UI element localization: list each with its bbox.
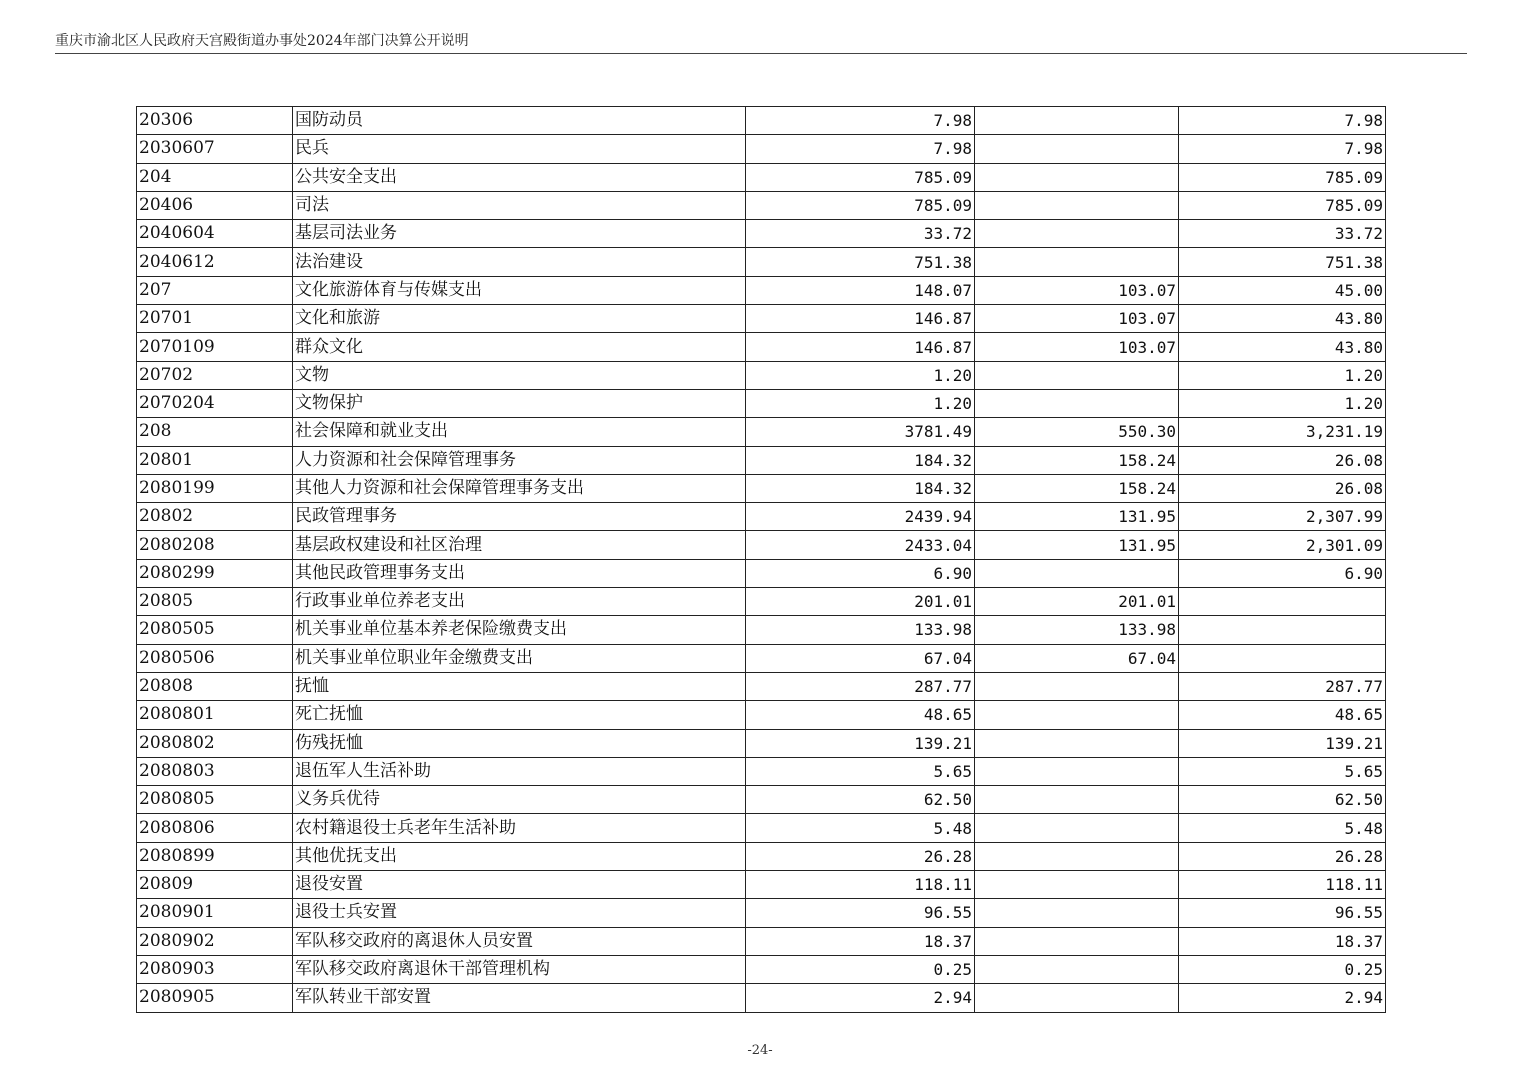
subject-name-cell: 退役安置 <box>293 871 746 899</box>
total-amount-cell: 785.09 <box>746 163 975 191</box>
basic-expenditure-cell <box>975 842 1179 870</box>
total-amount-cell: 184.32 <box>746 446 975 474</box>
subject-name-cell: 基层政权建设和社区治理 <box>293 531 746 559</box>
project-expenditure-cell: 3,231.19 <box>1179 418 1386 446</box>
subject-name-cell: 司法 <box>293 191 746 219</box>
basic-expenditure-cell <box>975 927 1179 955</box>
table-row <box>137 389 1386 417</box>
basic-expenditure-cell: 158.24 <box>975 474 1179 502</box>
basic-expenditure-cell <box>975 672 1179 700</box>
subject-name-cell: 基层司法业务 <box>293 220 746 248</box>
subject-code-cell: 2080803 <box>137 757 293 785</box>
subject-code-cell: 207 <box>137 276 293 304</box>
subject-code-cell: 2070204 <box>137 389 293 417</box>
table-row <box>137 672 1386 700</box>
table-row <box>137 135 1386 163</box>
table-row <box>137 474 1386 502</box>
basic-expenditure-cell <box>975 701 1179 729</box>
project-expenditure-cell: 26.08 <box>1179 446 1386 474</box>
subject-name-cell: 军队转业干部安置 <box>293 984 746 1012</box>
total-amount-cell: 1.20 <box>746 361 975 389</box>
table-row <box>137 276 1386 304</box>
project-expenditure-cell: 43.80 <box>1179 305 1386 333</box>
subject-name-cell: 死亡抚恤 <box>293 701 746 729</box>
subject-code-cell: 2030607 <box>137 135 293 163</box>
total-amount-cell: 5.48 <box>746 814 975 842</box>
subject-name-cell: 行政事业单位养老支出 <box>293 588 746 616</box>
subject-name-cell: 社会保障和就业支出 <box>293 418 746 446</box>
basic-expenditure-cell <box>975 814 1179 842</box>
subject-name-cell: 公共安全支出 <box>293 163 746 191</box>
basic-expenditure-cell <box>975 871 1179 899</box>
subject-code-cell: 20306 <box>137 107 293 135</box>
page-number: -24- <box>747 1043 773 1058</box>
table-row <box>137 446 1386 474</box>
table-row <box>137 588 1386 616</box>
total-amount-cell: 148.07 <box>746 276 975 304</box>
subject-name-cell: 民兵 <box>293 135 746 163</box>
project-expenditure-cell: 33.72 <box>1179 220 1386 248</box>
project-expenditure-cell <box>1179 616 1386 644</box>
project-expenditure-cell: 785.09 <box>1179 191 1386 219</box>
subject-name-cell: 军队移交政府离退休干部管理机构 <box>293 955 746 983</box>
total-amount-cell: 184.32 <box>746 474 975 502</box>
basic-expenditure-cell: 131.95 <box>975 531 1179 559</box>
table-row <box>137 361 1386 389</box>
total-amount-cell: 26.28 <box>746 842 975 870</box>
table-row <box>137 503 1386 531</box>
expenditure-table <box>136 106 1386 1013</box>
basic-expenditure-cell: 131.95 <box>975 503 1179 531</box>
table-row <box>137 163 1386 191</box>
subject-name-cell: 文物 <box>293 361 746 389</box>
total-amount-cell: 751.38 <box>746 248 975 276</box>
project-expenditure-cell: 18.37 <box>1179 927 1386 955</box>
total-amount-cell: 146.87 <box>746 333 975 361</box>
subject-code-cell: 2080199 <box>137 474 293 502</box>
header-divider <box>55 53 1467 54</box>
project-expenditure-cell: 785.09 <box>1179 163 1386 191</box>
basic-expenditure-cell: 550.30 <box>975 418 1179 446</box>
basic-expenditure-cell <box>975 984 1179 1012</box>
table-row <box>137 814 1386 842</box>
subject-name-cell: 民政管理事务 <box>293 503 746 531</box>
table-row <box>137 248 1386 276</box>
subject-code-cell: 2080902 <box>137 927 293 955</box>
project-expenditure-cell: 0.25 <box>1179 955 1386 983</box>
table-row <box>137 899 1386 927</box>
subject-name-cell: 其他优抚支出 <box>293 842 746 870</box>
basic-expenditure-cell <box>975 729 1179 757</box>
basic-expenditure-cell <box>975 220 1179 248</box>
basic-expenditure-cell <box>975 163 1179 191</box>
project-expenditure-cell: 7.98 <box>1179 107 1386 135</box>
basic-expenditure-cell <box>975 899 1179 927</box>
subject-name-cell: 人力资源和社会保障管理事务 <box>293 446 746 474</box>
total-amount-cell: 0.25 <box>746 955 975 983</box>
project-expenditure-cell: 26.28 <box>1179 842 1386 870</box>
subject-code-cell: 20701 <box>137 305 293 333</box>
project-expenditure-cell <box>1179 588 1386 616</box>
subject-name-cell: 国防动员 <box>293 107 746 135</box>
project-expenditure-cell: 96.55 <box>1179 899 1386 927</box>
total-amount-cell: 139.21 <box>746 729 975 757</box>
basic-expenditure-cell <box>975 559 1179 587</box>
project-expenditure-cell: 5.65 <box>1179 757 1386 785</box>
subject-name-cell: 文物保护 <box>293 389 746 417</box>
table-row <box>137 418 1386 446</box>
total-amount-cell: 146.87 <box>746 305 975 333</box>
subject-code-cell: 2040612 <box>137 248 293 276</box>
table-row <box>137 729 1386 757</box>
subject-code-cell: 2080899 <box>137 842 293 870</box>
basic-expenditure-cell <box>975 107 1179 135</box>
subject-code-cell: 2040604 <box>137 220 293 248</box>
subject-name-cell: 机关事业单位职业年金缴费支出 <box>293 644 746 672</box>
subject-name-cell: 义务兵优待 <box>293 786 746 814</box>
basic-expenditure-cell: 158.24 <box>975 446 1179 474</box>
subject-code-cell: 20808 <box>137 672 293 700</box>
total-amount-cell: 2433.04 <box>746 531 975 559</box>
total-amount-cell: 7.98 <box>746 135 975 163</box>
table-row <box>137 644 1386 672</box>
project-expenditure-cell: 139.21 <box>1179 729 1386 757</box>
subject-name-cell: 其他人力资源和社会保障管理事务支出 <box>293 474 746 502</box>
total-amount-cell: 67.04 <box>746 644 975 672</box>
project-expenditure-cell: 62.50 <box>1179 786 1386 814</box>
table-row <box>137 701 1386 729</box>
project-expenditure-cell: 26.08 <box>1179 474 1386 502</box>
subject-name-cell: 农村籍退役士兵老年生活补助 <box>293 814 746 842</box>
subject-code-cell: 20801 <box>137 446 293 474</box>
table-body <box>137 107 1386 1013</box>
basic-expenditure-cell: 103.07 <box>975 305 1179 333</box>
total-amount-cell: 6.90 <box>746 559 975 587</box>
project-expenditure-cell: 1.20 <box>1179 389 1386 417</box>
subject-code-cell: 2080505 <box>137 616 293 644</box>
basic-expenditure-cell <box>975 361 1179 389</box>
basic-expenditure-cell: 67.04 <box>975 644 1179 672</box>
subject-code-cell: 20802 <box>137 503 293 531</box>
subject-code-cell: 2080299 <box>137 559 293 587</box>
subject-code-cell: 20809 <box>137 871 293 899</box>
project-expenditure-cell: 2,301.09 <box>1179 531 1386 559</box>
total-amount-cell: 33.72 <box>746 220 975 248</box>
table-row <box>137 955 1386 983</box>
total-amount-cell: 118.11 <box>746 871 975 899</box>
basic-expenditure-cell: 133.98 <box>975 616 1179 644</box>
page-header-title: 重庆市渝北区人民政府天宫殿街道办事处2024年部门决算公开说明 <box>55 33 469 49</box>
table-row <box>137 984 1386 1012</box>
project-expenditure-cell: 751.38 <box>1179 248 1386 276</box>
project-expenditure-cell: 43.80 <box>1179 333 1386 361</box>
subject-code-cell: 2080905 <box>137 984 293 1012</box>
total-amount-cell: 785.09 <box>746 191 975 219</box>
total-amount-cell: 5.65 <box>746 757 975 785</box>
table-row <box>137 531 1386 559</box>
subject-name-cell: 退伍军人生活补助 <box>293 757 746 785</box>
basic-expenditure-cell: 103.07 <box>975 333 1179 361</box>
project-expenditure-cell: 2,307.99 <box>1179 503 1386 531</box>
subject-name-cell: 法治建设 <box>293 248 746 276</box>
basic-expenditure-cell <box>975 191 1179 219</box>
total-amount-cell: 3781.49 <box>746 418 975 446</box>
project-expenditure-cell <box>1179 644 1386 672</box>
subject-code-cell: 20406 <box>137 191 293 219</box>
basic-expenditure-cell <box>975 135 1179 163</box>
subject-code-cell: 2080903 <box>137 955 293 983</box>
total-amount-cell: 62.50 <box>746 786 975 814</box>
table-row <box>137 305 1386 333</box>
basic-expenditure-cell <box>975 248 1179 276</box>
total-amount-cell: 2439.94 <box>746 503 975 531</box>
basic-expenditure-cell <box>975 786 1179 814</box>
table-row <box>137 107 1386 135</box>
subject-code-cell: 2070109 <box>137 333 293 361</box>
subject-code-cell: 204 <box>137 163 293 191</box>
subject-code-cell: 208 <box>137 418 293 446</box>
project-expenditure-cell: 45.00 <box>1179 276 1386 304</box>
project-expenditure-cell: 7.98 <box>1179 135 1386 163</box>
project-expenditure-cell: 287.77 <box>1179 672 1386 700</box>
subject-code-cell: 2080802 <box>137 729 293 757</box>
basic-expenditure-cell: 103.07 <box>975 276 1179 304</box>
subject-code-cell: 2080805 <box>137 786 293 814</box>
total-amount-cell: 18.37 <box>746 927 975 955</box>
project-expenditure-cell: 48.65 <box>1179 701 1386 729</box>
subject-code-cell: 2080208 <box>137 531 293 559</box>
table-row <box>137 757 1386 785</box>
project-expenditure-cell: 118.11 <box>1179 871 1386 899</box>
table-row <box>137 927 1386 955</box>
total-amount-cell: 201.01 <box>746 588 975 616</box>
subject-code-cell: 2080806 <box>137 814 293 842</box>
table-row <box>137 559 1386 587</box>
subject-name-cell: 群众文化 <box>293 333 746 361</box>
table-row <box>137 220 1386 248</box>
total-amount-cell: 133.98 <box>746 616 975 644</box>
table-row <box>137 191 1386 219</box>
table-row <box>137 842 1386 870</box>
project-expenditure-cell: 6.90 <box>1179 559 1386 587</box>
project-expenditure-cell: 5.48 <box>1179 814 1386 842</box>
project-expenditure-cell: 2.94 <box>1179 984 1386 1012</box>
subject-name-cell: 机关事业单位基本养老保险缴费支出 <box>293 616 746 644</box>
total-amount-cell: 96.55 <box>746 899 975 927</box>
basic-expenditure-cell <box>975 389 1179 417</box>
total-amount-cell: 2.94 <box>746 984 975 1012</box>
subject-code-cell: 20702 <box>137 361 293 389</box>
total-amount-cell: 1.20 <box>746 389 975 417</box>
total-amount-cell: 287.77 <box>746 672 975 700</box>
basic-expenditure-cell <box>975 955 1179 983</box>
subject-name-cell: 退役士兵安置 <box>293 899 746 927</box>
table-row <box>137 871 1386 899</box>
total-amount-cell: 7.98 <box>746 107 975 135</box>
basic-expenditure-cell <box>975 757 1179 785</box>
subject-name-cell: 军队移交政府的离退休人员安置 <box>293 927 746 955</box>
table-row <box>137 786 1386 814</box>
subject-code-cell: 2080801 <box>137 701 293 729</box>
table-row <box>137 616 1386 644</box>
table-row <box>137 333 1386 361</box>
project-expenditure-cell: 1.20 <box>1179 361 1386 389</box>
subject-name-cell: 伤残抚恤 <box>293 729 746 757</box>
basic-expenditure-cell: 201.01 <box>975 588 1179 616</box>
total-amount-cell: 48.65 <box>746 701 975 729</box>
subject-name-cell: 文化和旅游 <box>293 305 746 333</box>
subject-name-cell: 文化旅游体育与传媒支出 <box>293 276 746 304</box>
subject-code-cell: 2080506 <box>137 644 293 672</box>
subject-code-cell: 20805 <box>137 588 293 616</box>
subject-code-cell: 2080901 <box>137 899 293 927</box>
subject-name-cell: 其他民政管理事务支出 <box>293 559 746 587</box>
subject-name-cell: 抚恤 <box>293 672 746 700</box>
